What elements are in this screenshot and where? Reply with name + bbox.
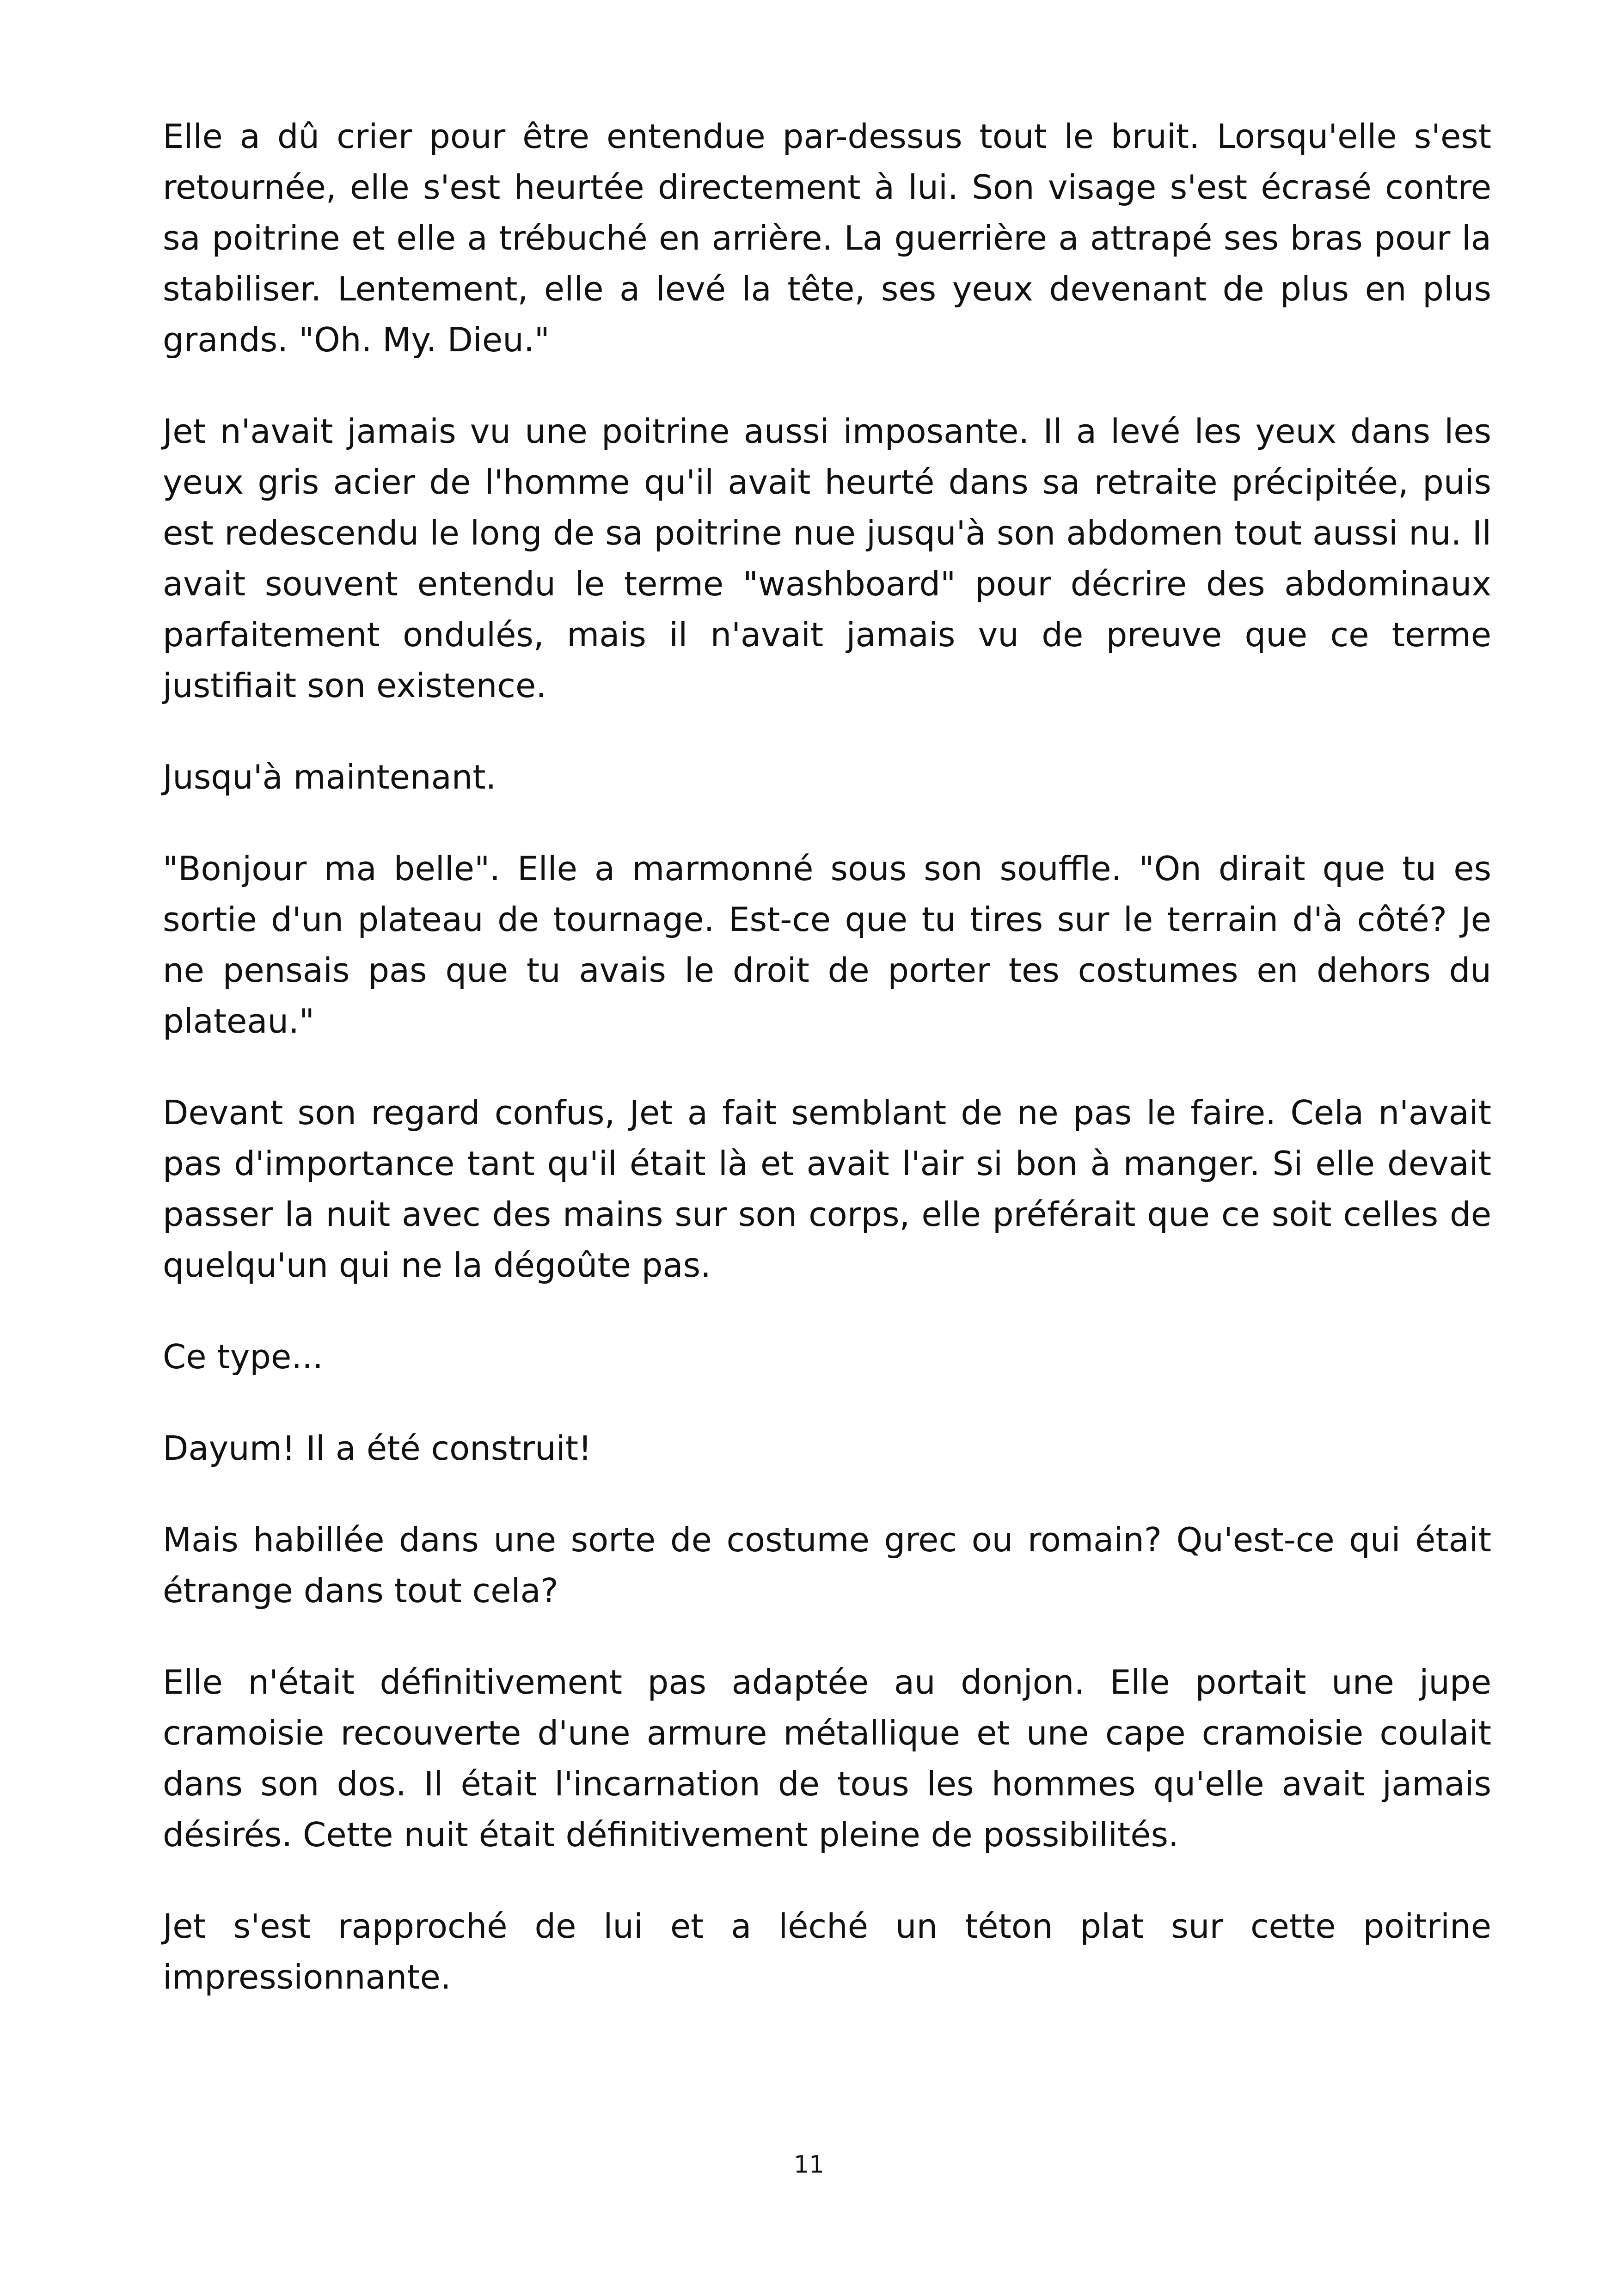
paragraph-5: Devant son regard confus, Jet a fait semblant de ne pas le faire. Cela n'avait pas d'importance tant qu'il était là et avait l'air si bon à manger. Si elle devait passer la nuit avec des mains sur son corps, elle préférait que ce soit celles de quelqu'un qui ne la dégoûte pas.: [163, 1093, 1491, 1285]
body-text: [163, 111, 1491, 2043]
paragraph-4: "Bonjour ma belle". Elle a marmonné sous son souffle. "On dirait que tu es sortie d'un plateau de tournage. Est-ce que tu tires sur le terrain d'à côté? Je ne pensais pas que tu avais le droit de porter tes costumes en dehors du plateau.": [163, 849, 1491, 1041]
paragraph-2: Jet n'avait jamais vu une poitrine aussi imposante. Il a levé les yeux dans les yeux gris acier de l'homme qu'il avait heurté dans sa retraite précipitée, puis est redescendu le long de sa poitrine nue jusqu'à son abdomen tout aussi nu. Il avait souvent entendu le terme "washboard" pour décrire des abdominaux parfaitement ondulés, mais il n'avait jamais vu de preuve que ce terme justifiait son existence.: [163, 412, 1491, 705]
paragraph-10: Jet s'est rapproché de lui et a léché un téton plat sur cette poitrine impressionnante.: [163, 1907, 1491, 1996]
paragraph-6: Ce type...: [163, 1337, 323, 1376]
paragraph-1: Elle a dû crier pour être entendue par-dessus tout le bruit. Lorsqu'elle s'est retournée, elle s'est heurtée directement à lui. Son visage s'est écrasé contre sa poitrine et elle a trébuché en arrière. La guerrière a attrapé ses bras pour la stabiliser. Lentement, elle a levé la tête, ses yeux devenant de plus en plus grands. "Oh. My. Dieu.": [163, 117, 1491, 359]
paragraph-8: Mais habillée dans une sorte de costume grec ou romain? Qu'est-ce qui était étrange dans tout cela?: [163, 1520, 1491, 1610]
paragraph-9: Elle n'était définitivement pas adaptée au donjon. Elle portait une jupe cramoisie recouverte d'une armure métallique et une cape cramoisie coulait dans son dos. Il était l'incarnation de tous les hommes qu'elle avait jamais désirés. Cette nuit était définitivement pleine de possibilités.: [163, 1663, 1491, 1854]
paragraph-7: Dayum! Il a été construit!: [163, 1429, 592, 1468]
paragraph-3: Jusqu'à maintenant.: [163, 758, 496, 796]
page-number: 11: [793, 2151, 825, 2179]
